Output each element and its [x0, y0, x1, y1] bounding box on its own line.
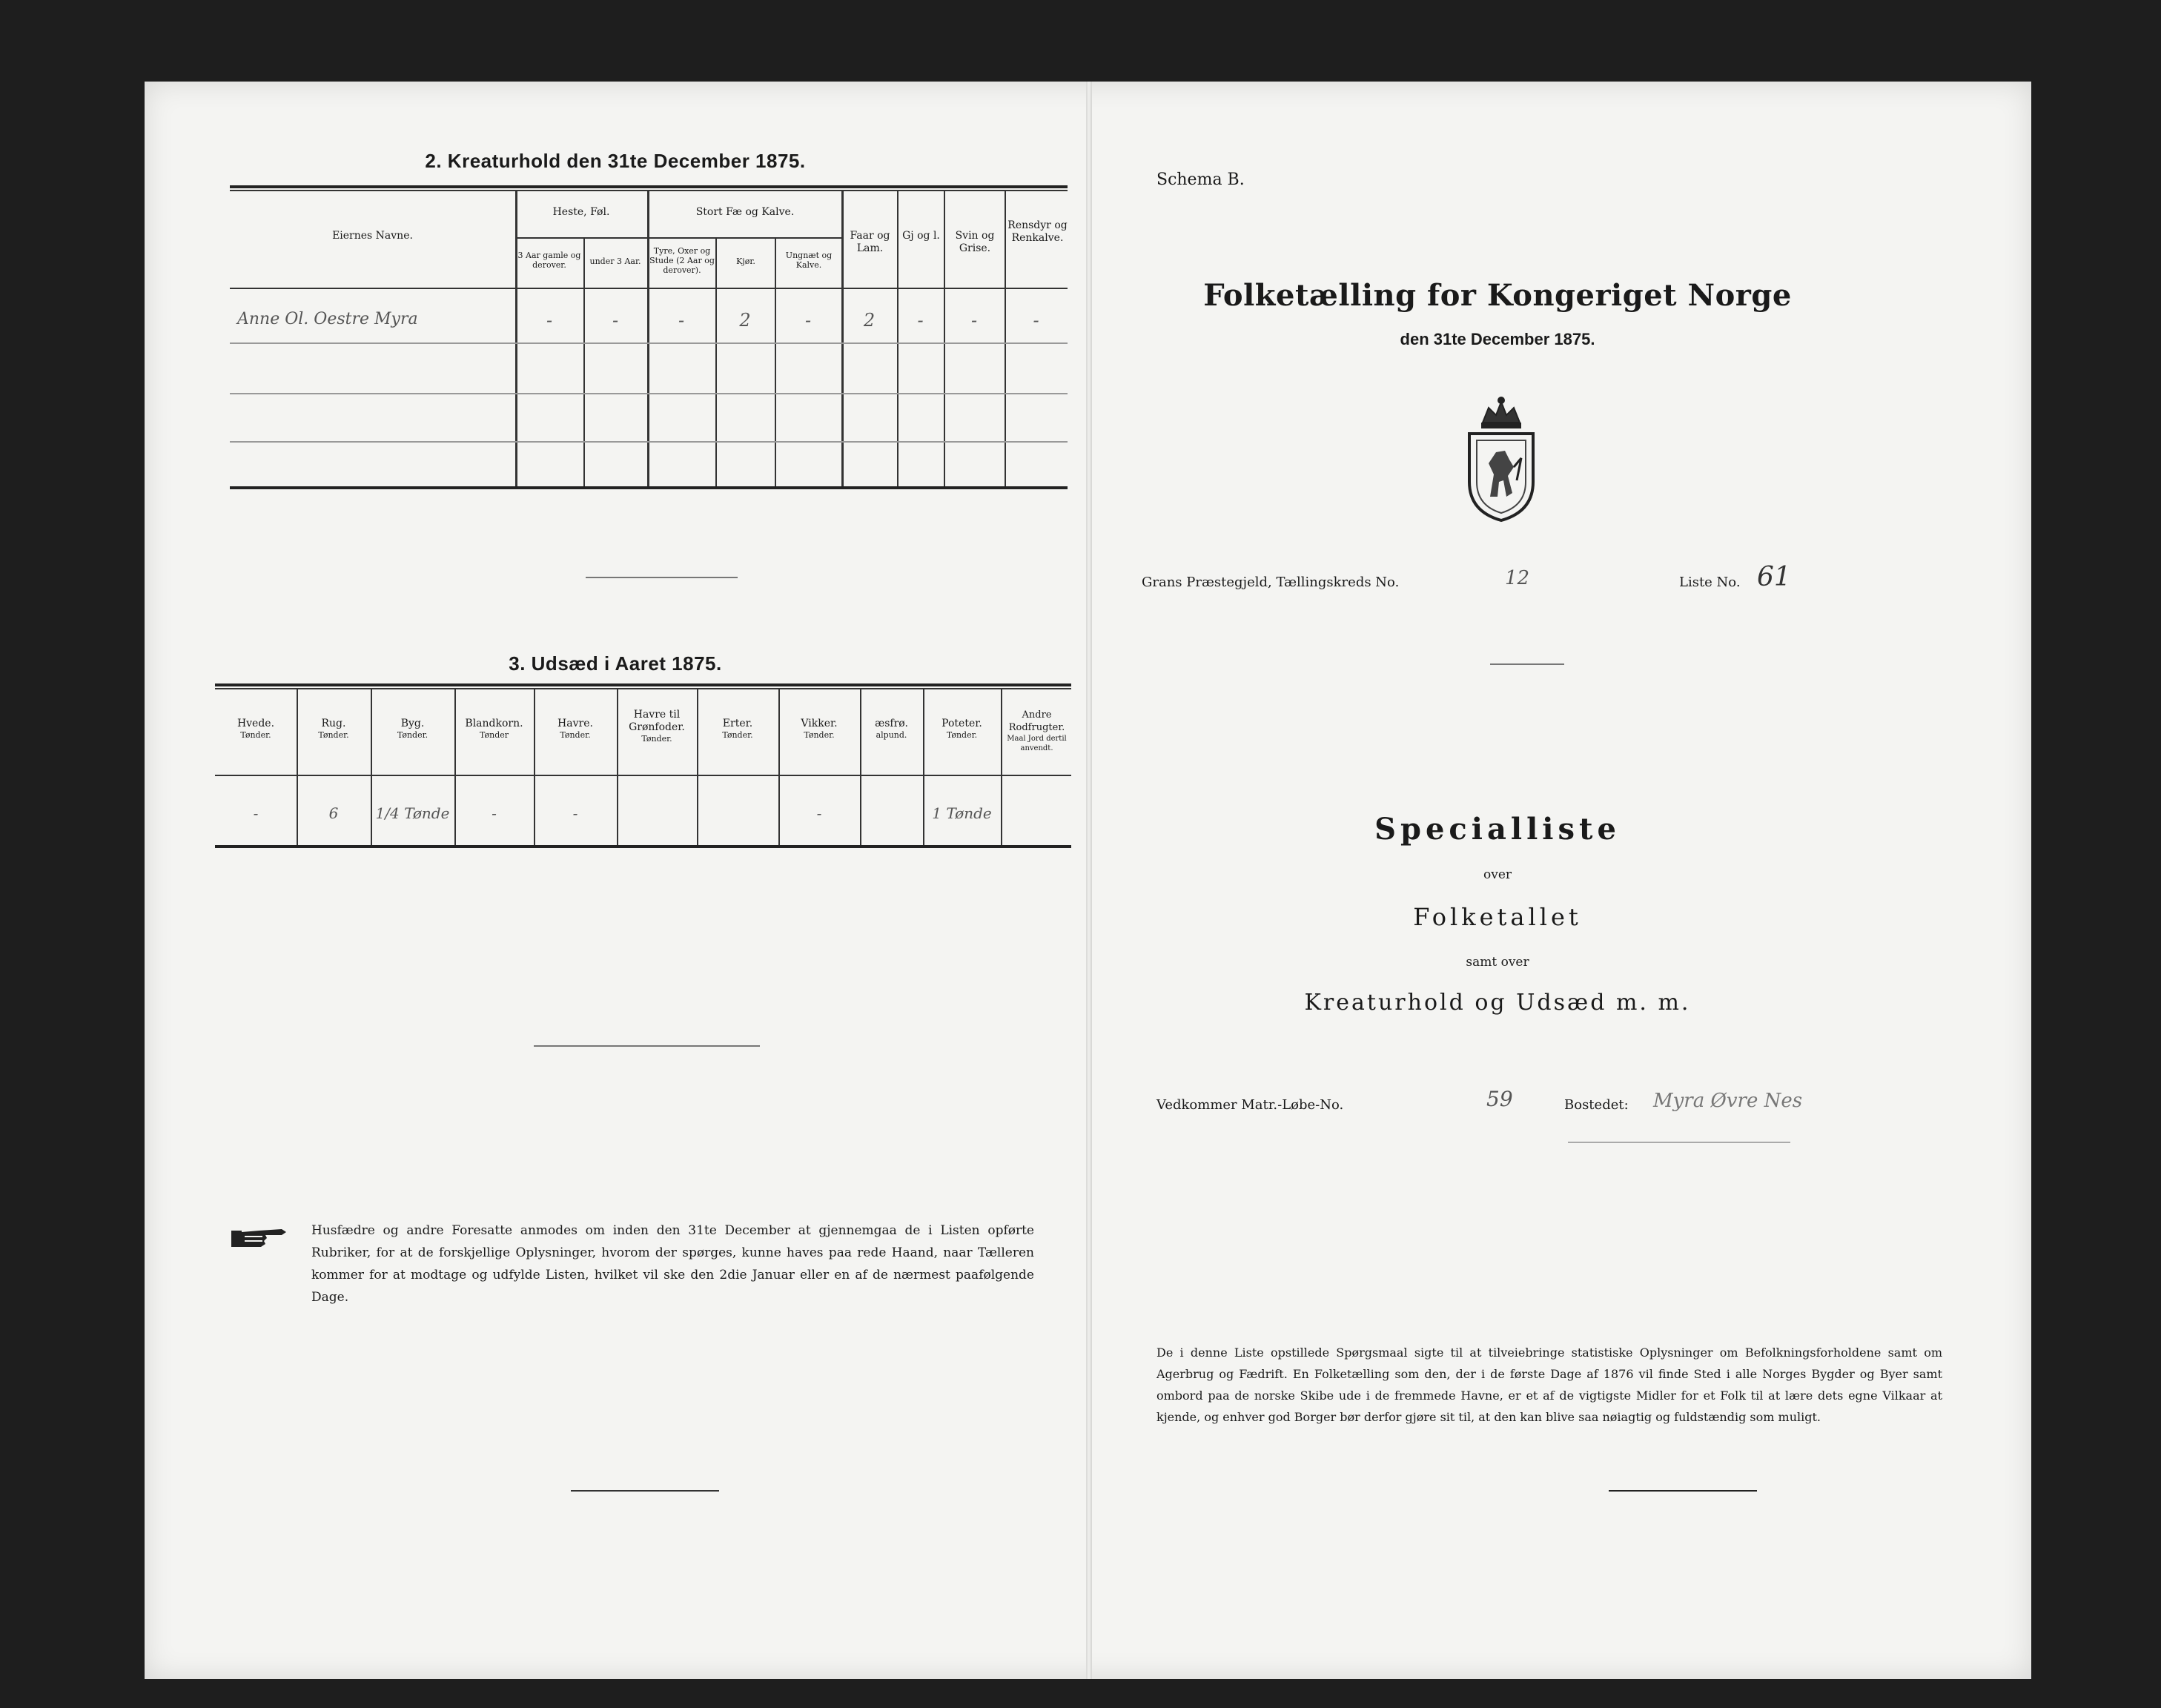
col-name: Vikker. — [801, 718, 838, 729]
col-name: æsfrø. — [875, 718, 908, 729]
table3-header-bottom — [215, 775, 1071, 776]
t3-vline — [860, 688, 861, 845]
t2-row-rule — [230, 393, 1068, 394]
over-text: over — [1483, 867, 1512, 882]
col-name: Poteter. — [941, 718, 982, 729]
val-byg: 1/4 Tønde — [375, 804, 450, 822]
col-havre — [534, 718, 617, 740]
intro-paragraph: De i denne Liste opstillede Spørgsmaal sigte til at tilveiebringe statistiske Oplysninger om Befolkningsforholdene samt om Agerbrug og Fædrift. En Folketælling som den, der i de første Dage af 1876 vil finde Sted i alle Norges Bygder og Byer samt ombord paa de norske Skibe ude i de fremmede Havne, er et af de vigtigste Midler for et Folk til at lære dets egne Vilkaar at kjende, og enhver god Borger bør derfor gjøre sit til, at den kan blive saa nøiagtig og fuldstændig som muligt. — [1156, 1345, 1942, 1424]
liste-number: 61 — [1757, 562, 1791, 592]
heste-header: Heste, Føl. — [552, 206, 610, 218]
heste-sub2: under 3 Aar. — [589, 256, 641, 266]
t2-vline — [715, 237, 717, 486]
col-unit: Tønder. — [946, 730, 978, 740]
col-name: Blandkorn. — [465, 718, 523, 729]
cell-faar: 2 — [863, 310, 876, 331]
census-date: den 31te December 1875. — [1400, 330, 1595, 348]
col-unit: Tønder. — [318, 730, 349, 740]
stort-sub1: Tyre, Oxer og Stude (2 Aar og derover). — [649, 246, 715, 275]
divider — [1568, 1142, 1790, 1143]
col-unit: Maal Jord dertil anvendt. — [1007, 735, 1067, 752]
folketallet-text: Folketallet — [1413, 903, 1582, 931]
matr-number: 59 — [1486, 1087, 1513, 1111]
divider — [534, 1045, 760, 1047]
t3-vline — [697, 688, 698, 845]
col-name: Hvede. — [236, 718, 275, 729]
norway-coat-of-arms-icon — [1460, 393, 1542, 523]
kreds-number: 12 — [1505, 567, 1530, 589]
divider — [571, 1490, 719, 1492]
t2-vline — [775, 237, 776, 486]
table3-top-rule-inner — [215, 688, 1071, 689]
divider — [586, 577, 738, 578]
col-byg — [371, 718, 454, 740]
col-name: Havre. — [557, 718, 593, 729]
kreaturhold-text: Kreaturhold og Udsæd m. m. — [1304, 990, 1691, 1016]
heste-sub1: 3 Aar gamle og derover. — [517, 251, 581, 270]
table3-bottom-rule — [215, 845, 1071, 848]
prestegjeld-label: Grans Præstegjeld, Tællingskreds No. — [1142, 575, 1400, 590]
pointing-hand-icon — [230, 1223, 289, 1253]
owner-name: Anne Ol. Oestre Myra — [237, 310, 418, 328]
table2-bottom-rule — [230, 486, 1068, 489]
val-blandkorn: - — [492, 804, 497, 822]
col-andre-rodfrugter — [1002, 709, 1071, 753]
liste-label: Liste No. — [1679, 575, 1741, 590]
col-unit: Tønder. — [641, 734, 672, 744]
census-sheet — [145, 82, 2031, 1679]
owner-header: Eiernes Navne. — [332, 230, 413, 242]
col-unit: Tønder — [480, 730, 509, 740]
cell-s3: - — [804, 310, 812, 331]
col-unit: Tønder. — [240, 730, 271, 740]
t2-vline — [583, 237, 585, 486]
divider — [1609, 1490, 1757, 1492]
gjed-header: Gj og l. — [902, 230, 940, 242]
col-graesfro — [860, 718, 923, 740]
cell-rens: - — [1033, 310, 1039, 331]
stort-header: Stort Fæ og Kalve. — [695, 206, 795, 218]
t2-group-rule — [515, 237, 841, 239]
schema-label: Schema B. — [1156, 171, 1245, 189]
col-blandkorn — [454, 718, 534, 740]
cell-s2: 2 — [739, 310, 751, 331]
col-hvede — [215, 718, 297, 740]
col-vikker — [778, 718, 860, 740]
divider — [1490, 663, 1564, 665]
section3-title: 3. Udsæd i Aaret 1875. — [509, 652, 722, 675]
val-vikker: - — [816, 804, 822, 822]
table3-top-rule — [215, 683, 1071, 686]
col-name: Byg. — [400, 718, 425, 729]
col-name: Erter. — [722, 718, 753, 729]
val-poteter: 1 Tønde — [932, 804, 992, 822]
table2-top-rule — [230, 185, 1068, 188]
cell-s1: - — [678, 310, 685, 331]
svin-header: Svin og Grise. — [955, 230, 995, 254]
col-unit: alpund. — [876, 730, 907, 740]
col-unit: Tønder. — [722, 730, 753, 740]
col-unit: Tønder. — [397, 730, 428, 740]
t2-header-bottom — [230, 288, 1068, 289]
cell-h1: - — [546, 310, 553, 331]
col-poteter — [923, 718, 1001, 740]
left-page — [145, 82, 1086, 1679]
t2-row-rule — [230, 441, 1068, 443]
col-unit: Tønder. — [560, 730, 591, 740]
matr-label: Vedkommer Matr.-Løbe-No. — [1156, 1097, 1344, 1113]
bostedet-label: Bostedet: — [1564, 1097, 1629, 1113]
stort-sub2: Kjør. — [736, 256, 755, 266]
col-unit: Tønder. — [804, 730, 835, 740]
val-hvede: - — [253, 804, 259, 822]
right-page — [1090, 82, 2031, 1679]
bostedet-value: Myra Øvre Nes — [1653, 1090, 1803, 1112]
val-havre: - — [572, 804, 578, 822]
cell-svin: - — [970, 310, 978, 331]
cell-gjed: - — [917, 310, 924, 331]
samt-over-text: samt over — [1466, 955, 1529, 970]
faar-header: Faar og Lam. — [850, 230, 890, 254]
col-name: Rug. — [321, 718, 346, 729]
household-note: Husfædre og andre Foresatte anmodes om inden den 31te December at gjennemgaa de i Listen opførte Rubriker, for at de forskjellige Oplysninger, hvorom der spørges, kunne haves paa rede Haand, naar Tælleren kommer for at modtage og udfylde Listen, hvilket vil ske den 2die Januar eller en af de nærmest paafølgende Dage. — [311, 1223, 1034, 1305]
census-title: Folketælling for Kongeriget Norge — [1203, 278, 1792, 313]
col-name: Andre Rodfrugter. — [1008, 709, 1065, 733]
col-name: Havre til Grønfoder. — [629, 709, 685, 733]
cell-h2: - — [612, 310, 619, 331]
section2-title: 2. Kreaturhold den 31te December 1875. — [425, 150, 806, 172]
stort-sub3: Ungnæt og Kalve. — [785, 251, 833, 270]
col-erter — [697, 718, 778, 740]
col-rug — [297, 718, 371, 740]
rens-header: Rensdyr og Renkalve. — [1007, 219, 1068, 244]
val-rug: 6 — [328, 804, 339, 822]
t2-row-rule — [230, 342, 1068, 344]
specialliste-heading: Specialliste — [1374, 812, 1621, 847]
col-havre-gronfoder — [617, 709, 697, 744]
